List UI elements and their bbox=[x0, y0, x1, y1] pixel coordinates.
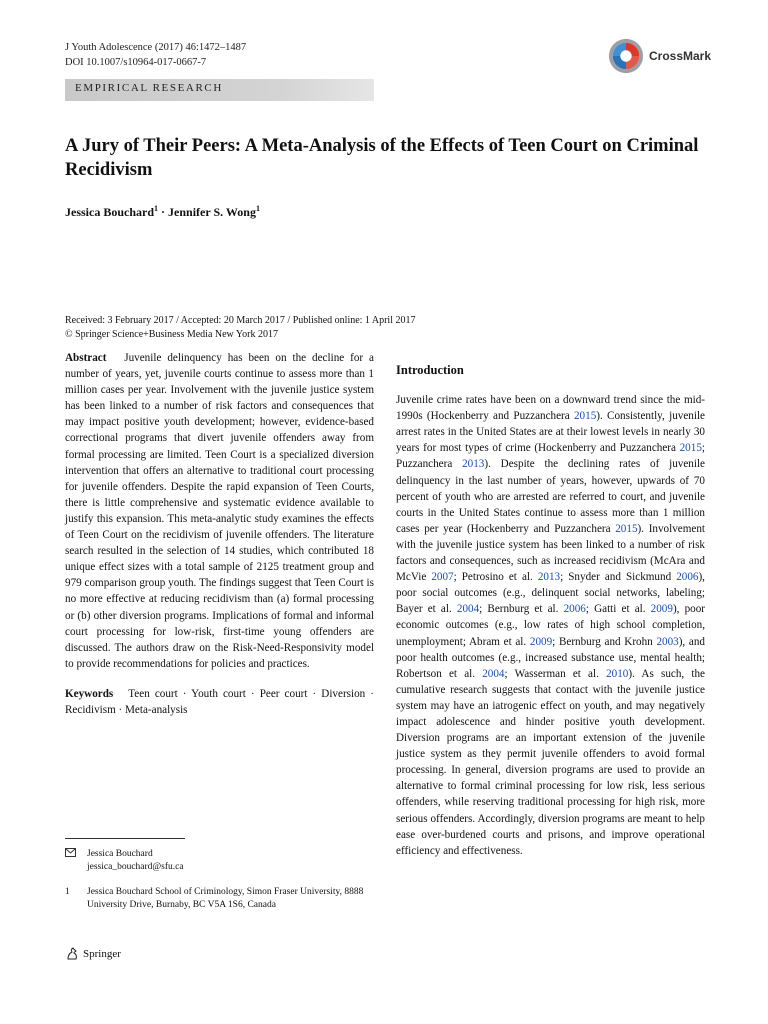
introduction-text: ). Despite the declining rates of juvenile delinquency in the last number of years, however, upwards of 70 percent of youth who are arrested are referred to court, and juvenile courts in the United States continue to assess more than 1 million cases per year (Hockenberry and Puzzanchera bbox=[396, 458, 705, 535]
citation-link[interactable]: 2009 bbox=[650, 603, 673, 616]
introduction-text: ; Bernburg et al. bbox=[479, 603, 564, 616]
introduction-text: ; Wasserman et al. bbox=[504, 667, 607, 680]
citation-link[interactable]: 2004 bbox=[482, 667, 505, 680]
crossmark-badge[interactable] bbox=[607, 36, 727, 76]
author-affil-mark: 1 bbox=[255, 204, 260, 213]
introduction-heading: Introduction bbox=[396, 363, 464, 377]
introduction-text: ; Puzzanchera bbox=[396, 442, 705, 471]
affiliation-footnote bbox=[65, 886, 365, 912]
introduction-body bbox=[396, 392, 705, 859]
crossmark-icon bbox=[607, 37, 645, 75]
journal-citation: J Youth Adolescence (2017) 46:1472–1487 bbox=[65, 42, 247, 53]
section-label-band bbox=[65, 79, 374, 101]
introduction-text: Juvenile crime rates have been on a downward trend since the mid-1990s (Hockenberry and Puzzanchera bbox=[396, 394, 705, 423]
dates-line: Received: 3 February 2017 / Accepted: 20 March 2017 / Published online: 1 April 2017 bbox=[65, 315, 416, 326]
contact-email[interactable]: jessica_bouchard@sfu.ca bbox=[87, 862, 184, 872]
keywords-label: Keywords bbox=[65, 687, 114, 700]
section-label: EMPIRICAL RESEARCH bbox=[75, 82, 223, 94]
introduction-text: ), poor social outcomes (e.g., delinquent social networks, labeling; Bayer et al. bbox=[396, 571, 705, 616]
contact-name: Jessica Bouchard bbox=[87, 849, 153, 859]
corresponding-author bbox=[65, 848, 325, 874]
author-name[interactable]: Jennifer S. Wong bbox=[168, 205, 256, 219]
affiliation-mark: 1 bbox=[65, 887, 70, 897]
publisher-name: Springer bbox=[83, 948, 121, 960]
citation-link[interactable]: 2015 bbox=[679, 442, 702, 455]
right-column bbox=[396, 362, 705, 859]
introduction-text: ; Petrosino et al. bbox=[453, 571, 538, 584]
citation-link[interactable]: 2010 bbox=[606, 667, 629, 680]
citation-link[interactable]: 2006 bbox=[676, 571, 699, 584]
citation-link[interactable]: 2009 bbox=[529, 635, 553, 648]
citation-link[interactable]: 2013 bbox=[462, 458, 485, 471]
keywords-text: Teen court · Youth court · Peer court · Diversion · Recidivism · Meta-analysis bbox=[65, 687, 374, 716]
author-list bbox=[65, 204, 260, 220]
introduction-text: ; Bernburg and Krohn bbox=[552, 635, 657, 648]
citation-link[interactable]: 2015 bbox=[573, 410, 597, 423]
introduction-text: ), and poor health outcomes (e.g., increased substance use, mental health; Robertson et al. bbox=[396, 635, 705, 680]
footnote-divider bbox=[65, 838, 185, 839]
keywords bbox=[65, 686, 374, 718]
citation-link[interactable]: 2003 bbox=[656, 635, 679, 648]
citation-link[interactable]: 2006 bbox=[563, 603, 586, 616]
abstract-label: Abstract bbox=[65, 352, 107, 364]
author-separator: · bbox=[158, 205, 169, 219]
doi[interactable]: DOI 10.1007/s10964-017-0667-7 bbox=[65, 57, 207, 68]
envelope-icon bbox=[65, 848, 79, 874]
citation-link[interactable]: 2015 bbox=[615, 522, 638, 535]
abstract bbox=[65, 350, 374, 672]
springer-horse-icon bbox=[65, 947, 79, 961]
introduction-text: ; Gatti et al. bbox=[585, 603, 651, 616]
author-name[interactable]: Jessica Bouchard bbox=[65, 205, 155, 219]
introduction-text: ). As such, the cumulative research suggests that contact with the juvenile justice system may have an iatrogenic effect on youth, and may negatively impact adolescence and hinder positive youth development. Diversion programs are an important extension of the juvenile justice system as they permit juvenile offenders to avoid formal processing. In general, diversion programs are used to provide an alternative to formal criminal processing for low risk, less serious offenders, while reserving traditional processing for high risk, more serious offenders. Accordingly, diversion programs are meant to help ease over-burdened courts and prisons, and improve operational efficiency and effectiveness. bbox=[396, 667, 705, 857]
copyright-line: © Springer Science+Business Media New York 2017 bbox=[65, 329, 278, 340]
citation-link[interactable]: 2013 bbox=[537, 571, 561, 584]
crossmark-label: CrossMark bbox=[649, 49, 712, 63]
citation-link[interactable]: 2007 bbox=[431, 571, 454, 584]
introduction-text: ). Consistently, juvenile arrest rates in the United States are at their lowest levels in nearly 30 years for most types of crime (Hockenberry and Puzzanchera bbox=[396, 410, 705, 455]
introduction-text: ). Involvement with the juvenile justice system has been linked to a number of risk factors and consequences, such as increased recidivism (McAra and McVie bbox=[396, 522, 706, 584]
journal-header bbox=[65, 40, 246, 70]
author-affil-mark: 1 bbox=[154, 204, 159, 213]
abstract-text: Juvenile delinquency has been on the decline for a number of years, yet, juvenile courts continue to assess more than 1 million cases per year. Involvement with the juvenile justice system has been linked to a number of risk factors and consequences that may impact positive youth development; however, evidence-based correctional programs that divert juvenile offenders away from formal processing are limited. Teen Court is a specialized diversion intervention that offers an alternative to traditional court processing for juvenile offenders. Despite the rapid expansion of Teen Courts, there is little comprehensive and systematic evidence available to justify this expansion. This meta-analytic study examines the effects of Teen Court on the recidivism of juvenile offenders. The literature search resulted in the selection of 14 studies, which contributed 18 unique effect sizes with a total sample of 2125 treatment group and 979 comparison group youth. The findings suggest that Teen Court is no more effective at reducing recidivism than (a) formal processing or (b) other diversion programs. Implications of formal and informal court processing for low-risk, first-time young offenders are discussed. The authors draw on the Risk-Need-Responsivity model to provide recommendations for policies and practices. bbox=[65, 352, 374, 670]
affiliation-text: Jessica Bouchard School of Criminology, Simon Fraser University, 8888 University Drive, Burnaby, BC V5A 1S6, Canada bbox=[87, 887, 364, 910]
paper-title: A Jury of Their Peers: A Meta-Analysis of the Effects of Teen Court on Criminal Recidivism bbox=[65, 136, 699, 180]
introduction-text: ; Snyder and Sickmund bbox=[560, 571, 677, 584]
publisher-logo bbox=[65, 947, 121, 961]
citation-link[interactable]: 2004 bbox=[456, 603, 480, 616]
left-column bbox=[65, 350, 374, 718]
introduction-text: ), poor economic outcomes (e.g., low rates of high school completion, unemployment; Abram et al. bbox=[396, 603, 705, 648]
publication-dates bbox=[65, 314, 416, 342]
